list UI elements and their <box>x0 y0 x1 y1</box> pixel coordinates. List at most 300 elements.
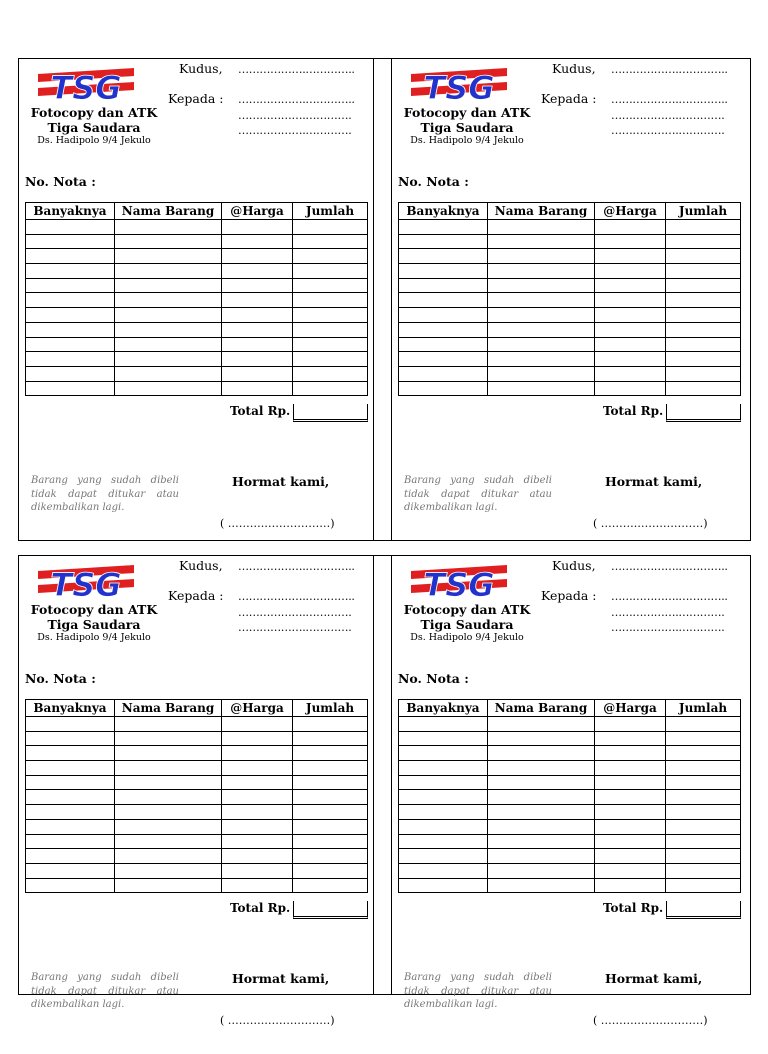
nota-number-label: No. Nota : <box>398 174 469 189</box>
table-cell[interactable] <box>293 278 368 293</box>
table-cell[interactable] <box>26 878 115 893</box>
nota-form-1 <box>18 60 390 557</box>
table-cell[interactable] <box>26 352 115 367</box>
kepada-field-2[interactable]: ……………….…………. <box>611 606 725 619</box>
kepada-field-2[interactable]: ……………….…………. <box>611 109 725 122</box>
table-cell[interactable] <box>666 249 741 264</box>
table-cell[interactable] <box>222 731 293 746</box>
shop-address: Ds. Hadipolo 9/4 Jekulo <box>410 632 524 643</box>
table-cell[interactable] <box>595 761 666 776</box>
signature-line[interactable]: ( ……….………………) <box>593 1014 708 1027</box>
table-cell[interactable] <box>595 819 666 834</box>
table-cell[interactable] <box>666 761 741 776</box>
shop-name-line2: Tiga Saudara <box>47 617 141 632</box>
regards-label: Hormat kami, <box>605 971 703 986</box>
table-cell[interactable] <box>293 863 368 878</box>
table-cell[interactable] <box>666 278 741 293</box>
kepada-field-2[interactable]: ……………….…………. <box>238 109 352 122</box>
table-row <box>399 717 741 732</box>
table-cell[interactable] <box>488 805 595 820</box>
table-cell[interactable] <box>222 775 293 790</box>
table-cell[interactable] <box>222 834 293 849</box>
table-cell[interactable] <box>115 352 222 367</box>
table-cell[interactable] <box>26 322 115 337</box>
table-cell[interactable] <box>399 249 488 264</box>
table-cell[interactable] <box>595 790 666 805</box>
table-cell[interactable] <box>26 249 115 264</box>
total-field[interactable] <box>293 404 368 422</box>
table-row <box>399 849 741 864</box>
table-row <box>399 381 741 396</box>
table-cell[interactable] <box>666 717 741 732</box>
table-cell[interactable] <box>222 790 293 805</box>
city-label: Kudus, <box>552 61 596 76</box>
table-cell[interactable] <box>595 322 666 337</box>
table-row <box>26 234 368 249</box>
table-cell[interactable] <box>26 366 115 381</box>
table-cell[interactable] <box>222 249 293 264</box>
kepada-field-1[interactable]: ……………….………….. <box>611 93 728 106</box>
table-cell[interactable] <box>488 234 595 249</box>
table-cell[interactable] <box>222 293 293 308</box>
table-cell[interactable] <box>595 293 666 308</box>
table-cell[interactable] <box>666 731 741 746</box>
table-cell[interactable] <box>115 790 222 805</box>
table-cell[interactable] <box>666 805 741 820</box>
table-cell[interactable] <box>222 366 293 381</box>
table-cell[interactable] <box>666 293 741 308</box>
signature-line[interactable]: ( ……….………………) <box>220 517 335 530</box>
kepada-label: Kepada : <box>541 588 597 603</box>
table-cell[interactable] <box>26 834 115 849</box>
table-cell[interactable] <box>488 746 595 761</box>
table-cell[interactable] <box>595 308 666 323</box>
table-row <box>399 220 741 235</box>
table-cell[interactable] <box>595 337 666 352</box>
table-cell[interactable] <box>115 717 222 732</box>
table-cell[interactable] <box>222 322 293 337</box>
shop-name-line2: Tiga Saudara <box>420 120 514 135</box>
table-cell[interactable] <box>26 863 115 878</box>
table-cell[interactable] <box>293 717 368 732</box>
table-row <box>399 819 741 834</box>
table-row <box>26 775 368 790</box>
table-cell[interactable] <box>399 220 488 235</box>
table-cell[interactable] <box>399 352 488 367</box>
nota-form-2 <box>391 60 763 557</box>
items-header-row <box>399 203 741 220</box>
table-row <box>399 878 741 893</box>
disclaimer-text: Barang yang sudah dibeli tidak dapat ditukar atau dikembalikan lagi. <box>404 972 552 1010</box>
table-cell[interactable] <box>115 293 222 308</box>
table-row <box>26 352 368 367</box>
items-header-row <box>26 700 368 717</box>
table-cell[interactable] <box>222 264 293 279</box>
table-cell[interactable] <box>666 819 741 834</box>
table-cell[interactable] <box>293 366 368 381</box>
date-field[interactable]: ……………….………….. <box>238 63 355 76</box>
items-header-row <box>399 700 741 717</box>
table-row <box>399 308 741 323</box>
table-cell[interactable] <box>115 220 222 235</box>
table-cell[interactable] <box>595 366 666 381</box>
table-cell[interactable] <box>115 849 222 864</box>
table-cell[interactable] <box>293 878 368 893</box>
table-cell[interactable] <box>26 717 115 732</box>
table-cell[interactable] <box>488 381 595 396</box>
table-cell[interactable] <box>666 775 741 790</box>
table-cell[interactable] <box>666 220 741 235</box>
table-cell[interactable] <box>26 278 115 293</box>
table-cell[interactable] <box>488 352 595 367</box>
table-cell[interactable] <box>666 337 741 352</box>
shop-name-line1: Fotocopy dan ATK <box>30 105 158 120</box>
table-cell[interactable] <box>222 849 293 864</box>
table-row <box>26 293 368 308</box>
table-cell[interactable] <box>595 775 666 790</box>
table-cell[interactable] <box>666 352 741 367</box>
tsg-logo <box>38 66 134 104</box>
table-cell[interactable] <box>293 805 368 820</box>
tsg-logo <box>411 66 507 104</box>
table-row <box>26 805 368 820</box>
kepada-field-1[interactable]: ……………….………….. <box>238 93 355 106</box>
table-row <box>26 249 368 264</box>
table-cell[interactable] <box>26 849 115 864</box>
table-cell[interactable] <box>26 337 115 352</box>
table-cell[interactable] <box>26 293 115 308</box>
table-row <box>26 717 368 732</box>
table-row <box>399 761 741 776</box>
table-row <box>399 249 741 264</box>
table-cell[interactable] <box>666 849 741 864</box>
city-label: Kudus, <box>179 558 223 573</box>
tsg-logo <box>411 563 507 601</box>
total-field[interactable] <box>666 404 741 422</box>
table-cell[interactable] <box>595 849 666 864</box>
table-cell[interactable] <box>399 731 488 746</box>
table-cell[interactable] <box>115 249 222 264</box>
table-cell[interactable] <box>666 790 741 805</box>
col-jumlah: Jumlah <box>293 700 368 717</box>
table-cell[interactable] <box>293 352 368 367</box>
table-cell[interactable] <box>595 878 666 893</box>
table-row <box>26 863 368 878</box>
table-row <box>26 746 368 761</box>
table-cell[interactable] <box>222 381 293 396</box>
disclaimer-text: Barang yang sudah dibeli tidak dapat ditukar atau dikembalikan lagi. <box>404 475 552 513</box>
table-cell[interactable] <box>488 863 595 878</box>
total-label: Total Rp. <box>603 404 664 418</box>
table-row <box>26 731 368 746</box>
items-table <box>398 202 741 396</box>
table-cell[interactable] <box>115 366 222 381</box>
table-cell[interactable] <box>399 775 488 790</box>
table-cell[interactable] <box>399 849 488 864</box>
table-cell[interactable] <box>488 249 595 264</box>
kepada-label: Kepada : <box>168 588 224 603</box>
table-cell[interactable] <box>26 746 115 761</box>
table-cell[interactable] <box>115 819 222 834</box>
table-cell[interactable] <box>26 805 115 820</box>
table-cell[interactable] <box>26 761 115 776</box>
date-field[interactable]: ……………….………….. <box>238 560 355 573</box>
table-row <box>399 337 741 352</box>
table-cell[interactable] <box>595 278 666 293</box>
total-field[interactable] <box>293 901 368 919</box>
table-cell[interactable] <box>488 717 595 732</box>
shop-name-line2: Tiga Saudara <box>47 120 141 135</box>
table-cell[interactable] <box>488 293 595 308</box>
table-cell[interactable] <box>399 308 488 323</box>
table-cell[interactable] <box>666 264 741 279</box>
table-row <box>399 731 741 746</box>
table-cell[interactable] <box>293 337 368 352</box>
table-cell[interactable] <box>595 220 666 235</box>
table-cell[interactable] <box>293 834 368 849</box>
table-cell[interactable] <box>115 775 222 790</box>
table-cell[interactable] <box>399 717 488 732</box>
table-cell[interactable] <box>488 834 595 849</box>
table-cell[interactable] <box>399 264 488 279</box>
table-cell[interactable] <box>293 746 368 761</box>
table-cell[interactable] <box>26 381 115 396</box>
table-cell[interactable] <box>399 293 488 308</box>
table-cell[interactable] <box>293 293 368 308</box>
table-cell[interactable] <box>399 790 488 805</box>
col-harga: @Harga <box>595 203 666 220</box>
table-cell[interactable] <box>399 761 488 776</box>
date-field[interactable]: ……………….………….. <box>611 63 728 76</box>
table-cell[interactable] <box>115 761 222 776</box>
table-row <box>26 849 368 864</box>
kepada-field-1[interactable]: ……………….………….. <box>611 590 728 603</box>
table-cell[interactable] <box>26 731 115 746</box>
table-cell[interactable] <box>595 834 666 849</box>
table-cell[interactable] <box>666 308 741 323</box>
table-cell[interactable] <box>488 337 595 352</box>
table-row <box>26 819 368 834</box>
table-cell[interactable] <box>26 234 115 249</box>
table-cell[interactable] <box>293 264 368 279</box>
table-cell[interactable] <box>399 322 488 337</box>
table-cell[interactable] <box>399 337 488 352</box>
table-cell[interactable] <box>666 834 741 849</box>
table-cell[interactable] <box>26 790 115 805</box>
table-cell[interactable] <box>222 878 293 893</box>
table-cell[interactable] <box>222 805 293 820</box>
table-cell[interactable] <box>115 381 222 396</box>
shop-name-line1: Fotocopy dan ATK <box>403 602 531 617</box>
table-cell[interactable] <box>488 775 595 790</box>
table-cell[interactable] <box>399 746 488 761</box>
table-cell[interactable] <box>399 878 488 893</box>
table-cell[interactable] <box>666 322 741 337</box>
table-cell[interactable] <box>115 278 222 293</box>
kepada-field-3[interactable]: ……………….…………. <box>611 124 725 137</box>
table-cell[interactable] <box>115 308 222 323</box>
table-cell[interactable] <box>222 337 293 352</box>
nota-number-label: No. Nota : <box>25 671 96 686</box>
table-cell[interactable] <box>293 249 368 264</box>
table-row <box>26 337 368 352</box>
date-field[interactable]: ……………….………….. <box>611 560 728 573</box>
col-banyaknya: Banyaknya <box>26 700 115 717</box>
table-cell[interactable] <box>399 366 488 381</box>
table-cell[interactable] <box>293 775 368 790</box>
table-cell[interactable] <box>293 308 368 323</box>
table-cell[interactable] <box>488 878 595 893</box>
total-field[interactable] <box>666 901 741 919</box>
table-cell[interactable] <box>222 746 293 761</box>
table-cell[interactable] <box>115 878 222 893</box>
table-cell[interactable] <box>595 234 666 249</box>
total-label: Total Rp. <box>603 901 664 915</box>
table-cell[interactable] <box>488 278 595 293</box>
kepada-field-2[interactable]: ……………….…………. <box>238 606 352 619</box>
col-nama-barang: Nama Barang <box>115 203 222 220</box>
table-row <box>26 381 368 396</box>
table-cell[interactable] <box>595 352 666 367</box>
items-header-row <box>26 203 368 220</box>
col-nama-barang: Nama Barang <box>115 700 222 717</box>
table-cell[interactable] <box>222 819 293 834</box>
table-row <box>399 278 741 293</box>
table-cell[interactable] <box>488 366 595 381</box>
table-cell[interactable] <box>293 731 368 746</box>
table-cell[interactable] <box>399 234 488 249</box>
table-cell[interactable] <box>115 234 222 249</box>
table-cell[interactable] <box>115 337 222 352</box>
shop-address: Ds. Hadipolo 9/4 Jekulo <box>37 135 151 146</box>
table-cell[interactable] <box>595 805 666 820</box>
table-cell[interactable] <box>595 746 666 761</box>
regards-label: Hormat kami, <box>232 971 330 986</box>
table-cell[interactable] <box>595 863 666 878</box>
signature-line[interactable]: ( ……….………………) <box>593 517 708 530</box>
table-cell[interactable] <box>115 746 222 761</box>
regards-label: Hormat kami, <box>232 474 330 489</box>
table-cell[interactable] <box>488 308 595 323</box>
total-label: Total Rp. <box>230 901 291 915</box>
table-cell[interactable] <box>115 264 222 279</box>
table-cell[interactable] <box>399 834 488 849</box>
table-row <box>26 220 368 235</box>
table-cell[interactable] <box>222 308 293 323</box>
table-cell[interactable] <box>26 264 115 279</box>
table-cell[interactable] <box>488 731 595 746</box>
table-cell[interactable] <box>666 381 741 396</box>
table-cell[interactable] <box>293 234 368 249</box>
table-row <box>399 352 741 367</box>
table-cell[interactable] <box>399 278 488 293</box>
table-cell[interactable] <box>399 805 488 820</box>
table-row <box>399 863 741 878</box>
table-cell[interactable] <box>222 234 293 249</box>
table-cell[interactable] <box>488 322 595 337</box>
table-cell[interactable] <box>293 849 368 864</box>
table-cell[interactable] <box>595 381 666 396</box>
col-harga: @Harga <box>222 203 293 220</box>
table-cell[interactable] <box>488 819 595 834</box>
table-cell[interactable] <box>595 731 666 746</box>
kepada-field-3[interactable]: ……………….…………. <box>238 621 352 634</box>
table-row <box>399 834 741 849</box>
disclaimer-text: Barang yang sudah dibeli tidak dapat ditukar atau dikembalikan lagi. <box>31 475 179 513</box>
table-cell[interactable] <box>488 761 595 776</box>
table-cell[interactable] <box>666 878 741 893</box>
table-cell[interactable] <box>399 381 488 396</box>
kepada-label: Kepada : <box>168 91 224 106</box>
kepada-field-3[interactable]: ……………….…………. <box>238 124 352 137</box>
table-cell[interactable] <box>115 805 222 820</box>
city-label: Kudus, <box>552 558 596 573</box>
table-cell[interactable] <box>115 863 222 878</box>
svg-text:TSG: TSG <box>50 69 122 104</box>
kepada-field-1[interactable]: ……………….………….. <box>238 590 355 603</box>
table-cell[interactable] <box>115 731 222 746</box>
table-cell[interactable] <box>666 366 741 381</box>
table-cell[interactable] <box>595 264 666 279</box>
kepada-field-3[interactable]: ……………….…………. <box>611 621 725 634</box>
table-cell[interactable] <box>488 849 595 864</box>
disclaimer-text: Barang yang sudah dibeli tidak dapat ditukar atau dikembalikan lagi. <box>31 972 179 1010</box>
table-cell[interactable] <box>488 220 595 235</box>
table-row <box>26 322 368 337</box>
table-cell[interactable] <box>666 746 741 761</box>
table-cell[interactable] <box>222 278 293 293</box>
table-cell[interactable] <box>488 790 595 805</box>
shop-address: Ds. Hadipolo 9/4 Jekulo <box>37 632 151 643</box>
table-cell[interactable] <box>595 717 666 732</box>
signature-line[interactable]: ( ……….………………) <box>220 1014 335 1027</box>
table-cell[interactable] <box>222 761 293 776</box>
nota-number-label: No. Nota : <box>398 671 469 686</box>
table-row <box>26 878 368 893</box>
table-cell[interactable] <box>595 249 666 264</box>
table-cell[interactable] <box>293 819 368 834</box>
table-cell[interactable] <box>26 308 115 323</box>
table-cell[interactable] <box>222 220 293 235</box>
table-cell[interactable] <box>666 234 741 249</box>
table-cell[interactable] <box>293 322 368 337</box>
table-cell[interactable] <box>293 220 368 235</box>
table-cell[interactable] <box>293 790 368 805</box>
table-cell[interactable] <box>222 352 293 367</box>
nota-number-label: No. Nota : <box>25 174 96 189</box>
items-table <box>25 699 368 893</box>
table-cell[interactable] <box>115 322 222 337</box>
table-cell[interactable] <box>399 819 488 834</box>
table-cell[interactable] <box>222 717 293 732</box>
table-cell[interactable] <box>488 264 595 279</box>
table-cell[interactable] <box>399 863 488 878</box>
table-cell[interactable] <box>26 220 115 235</box>
table-row <box>399 790 741 805</box>
total-label: Total Rp. <box>230 404 291 418</box>
table-cell[interactable] <box>293 381 368 396</box>
table-cell[interactable] <box>293 761 368 776</box>
table-cell[interactable] <box>26 819 115 834</box>
table-cell[interactable] <box>115 834 222 849</box>
table-cell[interactable] <box>222 863 293 878</box>
shop-name-line1: Fotocopy dan ATK <box>403 105 531 120</box>
table-row <box>399 264 741 279</box>
table-cell[interactable] <box>666 863 741 878</box>
table-row <box>399 746 741 761</box>
regards-label: Hormat kami, <box>605 474 703 489</box>
table-cell[interactable] <box>26 775 115 790</box>
